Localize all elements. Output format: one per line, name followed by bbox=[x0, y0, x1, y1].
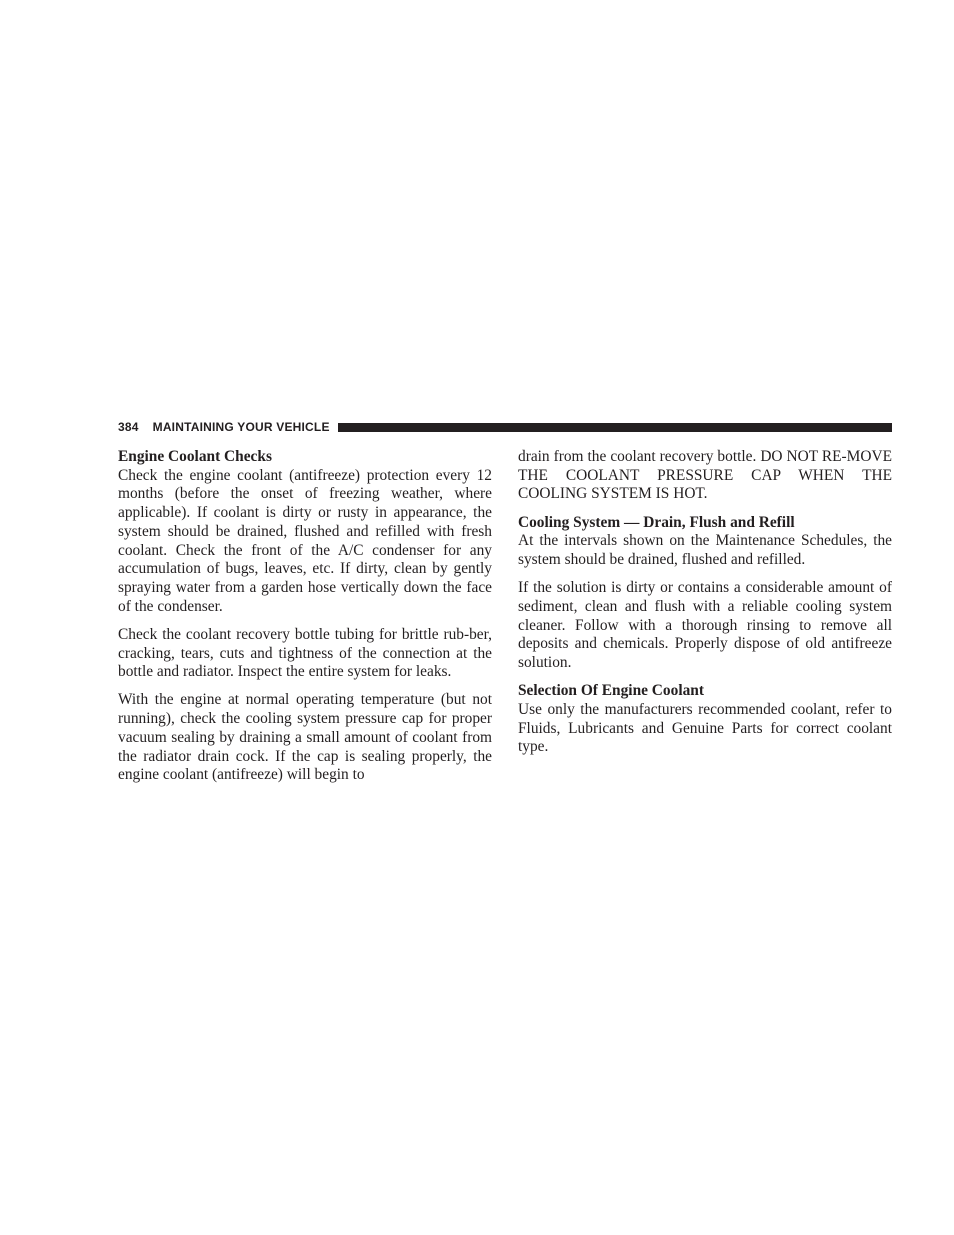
paragraph-recovery-bottle: Check the coolant recovery bottle tubing for brittle rub-ber, cracking, tears, cuts and tightness of the connection at the bottle and radiator. Inspect the entire system for leaks. bbox=[118, 625, 492, 681]
header-rule bbox=[338, 423, 892, 432]
left-column bbox=[118, 448, 492, 794]
engine-coolant-checks-section bbox=[118, 448, 492, 616]
paragraph-coolant-protection: Check the engine coolant (antifreeze) protection every 12 months (before the onset of freezing weather, where applicable). If coolant is dirty or rusty in appearance, the system should be drained, flushed and refilled with fresh coolant. Check the front of the A/C condenser for any accumulation of bugs, leaves, etc. If dirty, clean by gently spraying water from a garden hose vertically down the face of the condenser. bbox=[118, 466, 492, 615]
heading-drain-flush-refill: Cooling System — Drain, Flush and Refill bbox=[518, 513, 795, 531]
paragraph-intervals: At the intervals shown on the Maintenance Schedules, the system should be drained, flushed and refilled. bbox=[518, 532, 892, 569]
paragraph-continued-warning: drain from the coolant recovery bottle. DO NOT RE-MOVE THE COOLANT PRESSURE CAP WHEN THE COOLING SYSTEM IS HOT. bbox=[518, 448, 892, 503]
page-number: 384 bbox=[118, 420, 139, 434]
paragraph-pressure-cap: With the engine at normal operating temperature (but not running), check the cooling system pressure cap for proper vacuum sealing by draining a small amount of coolant from the radiator drain cock. If the cap is sealing properly, the engine coolant (antifreeze) will begin to bbox=[118, 691, 492, 784]
paragraph-recommended-coolant: Use only the manufacturers recommended coolant, refer to Fluids, Lubricants and Genuine Parts for correct coolant type. bbox=[518, 700, 892, 756]
drain-flush-refill-section bbox=[518, 514, 892, 570]
page-header bbox=[118, 419, 892, 435]
heading-engine-coolant-checks: Engine Coolant Checks bbox=[118, 448, 272, 465]
heading-selection-of-coolant: Selection Of Engine Coolant bbox=[518, 682, 704, 700]
section-title: MAINTAINING YOUR VEHICLE bbox=[152, 420, 330, 434]
right-column bbox=[518, 448, 892, 767]
paragraph-sediment: If the solution is dirty or contains a considerable amount of sediment, clean and flush with a reliable cooling system cleaner. Follow with a thorough rinsing to remove all deposits and chemicals. Properly dispose of old antifreeze solution. bbox=[518, 579, 892, 672]
coolant-selection-section bbox=[518, 682, 892, 757]
